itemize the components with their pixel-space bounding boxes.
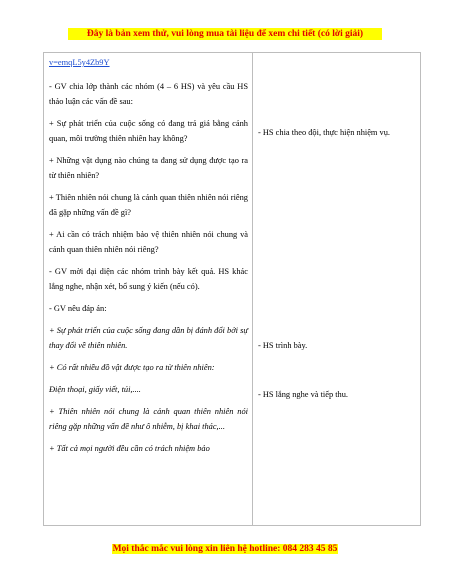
lesson-table bbox=[43, 52, 421, 526]
teacher-activity-text bbox=[44, 53, 252, 456]
answer-paragraph: + Sự phát triển của cuộc sống đang dần bị đánh đổi bởi sự thay đổi về thiên nhiên. bbox=[49, 326, 248, 350]
preview-banner: Đây là bản xem thử, vui lòng mua tài liệu để xem chi tiết (có lời giải) bbox=[68, 28, 382, 40]
video-link[interactable]: v=emqL5y4Zb9Y bbox=[49, 58, 110, 67]
table-row bbox=[44, 53, 421, 526]
student-note: - HS lắng nghe và tiếp thu. bbox=[258, 390, 349, 399]
student-note: - HS chia theo đội, thực hiện nhiệm vụ. bbox=[258, 128, 391, 137]
teacher-activity-cell bbox=[44, 53, 253, 526]
paragraph: + Thiên nhiên nói chung là cảnh quan thiên nhiên nói riêng đã gặp những vấn đề gì? bbox=[49, 193, 248, 217]
paragraph: - GV mời đại diện các nhóm trình bày kết quả. HS khác lắng nghe, nhận xét, bổ sung ý kiến (nếu có). bbox=[49, 267, 248, 291]
answer-paragraph: + Tất cả mọi người đều cần có trách nhiệm bảo bbox=[49, 444, 210, 453]
hotline-text: Mọi thắc mắc vui lòng xin liên hệ hotline: 084 283 45 85 bbox=[112, 544, 338, 554]
paragraph: - GV chia lớp thành các nhóm (4 – 6 HS) và yêu cầu HS thảo luận các vấn đề sau: bbox=[49, 82, 248, 106]
paragraph: + Ai cần có trách nhiệm bảo vệ thiên nhiên nói chung và cảnh quan thiên nhiên nói riêng? bbox=[49, 230, 248, 254]
student-activity-cell bbox=[253, 53, 421, 526]
hotline-footer bbox=[0, 544, 450, 554]
paragraph: - GV nêu đáp án: bbox=[49, 304, 107, 313]
answer-paragraph: Điện thoại, giấy viết, túi,.... bbox=[49, 385, 141, 394]
paragraph: + Những vật dụng nào chúng ta đang sử dụng được tạo ra từ thiên nhiên? bbox=[49, 156, 248, 180]
paragraph: + Sự phát triển của cuộc sống có đang trả giá bằng cảnh quan, môi trường thiên nhiên hay không? bbox=[49, 119, 248, 143]
answer-paragraph: + Có rất nhiều đồ vật được tạo ra từ thiên nhiên: bbox=[49, 363, 215, 372]
student-activity-text bbox=[253, 53, 420, 525]
student-note: - HS trình bày. bbox=[258, 341, 308, 350]
answer-paragraph: + Thiên nhiên nói chung là cảnh quan thiên nhiên nói riêng gặp những vấn đề như ô nhiễm, bị khai thác,... bbox=[49, 407, 248, 431]
